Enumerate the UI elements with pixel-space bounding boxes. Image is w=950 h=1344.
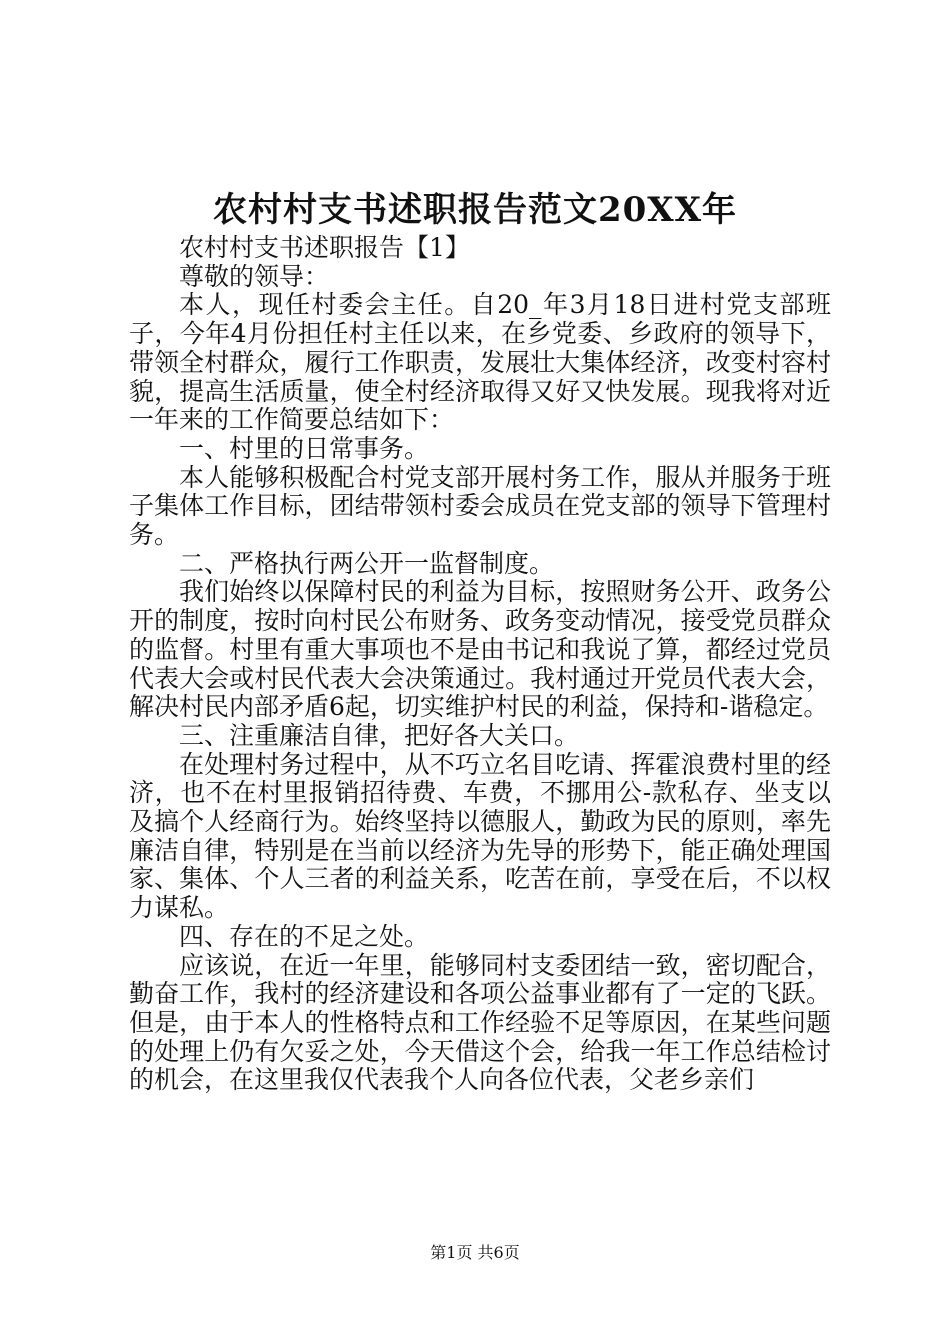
section-heading: 三、注重廉洁自律，把好各大关口。 [179, 720, 580, 750]
page-number-footer: 第1页 共6页 [430, 1243, 520, 1262]
document-title: 农村村支书述职报告范文20XX年 [212, 190, 738, 230]
section-heading: 二、严格执行两公开一监督制度。 [179, 548, 555, 578]
document-body [129, 234, 831, 1095]
section-heading: 一、村里的日常事务。 [179, 433, 430, 463]
section-paragraph: 我们始终以保障村民的利益为目标，按照财务公开、政务公开的制度，按时向村民公布财务、政务变动情况，接受党员群众的监督。村里有重大事项也不是由书记和我说了算，都经过党员代表大会或村民代表大会决策通过。我村通过开党员代表大会，解决村民内部矛盾6起，切实维护村民的利益，保持和-谐稳定。 [129, 577, 831, 722]
report-subtitle: 农村村支书述职报告【1】 [179, 233, 470, 262]
section-paragraph: 在处理村务过程中，从不巧立名目吃请、挥霍浪费村里的经济，也不在村里报销招待费、车费，不挪用公-款私存、坐支以及搞个人经商行为。始终坚持以德服人，勤政为民的原则，率先廉洁自律，特别是在当前以经济为先导的形势下，能正确处理国家、集体、个人三者的利益关系，吃苦在前，享受在后，不以权力谋私。 [129, 749, 831, 923]
section-heading: 四、存在的不足之处。 [179, 921, 430, 951]
intro-paragraph: 本人，现任村委会主任。自20_年3月18日进村党支部班子，今年4月份担任村主任以来，在乡党委、乡政府的领导下，带领全村群众，履行工作职责，发展壮大集体经济，改变村容村貌，提高生活质量，使全村经济取得又好又快发展。现我将对近一年来的工作简要总结如下： [129, 290, 831, 435]
section-paragraph: 应该说，在近一年里，能够同村支委团结一致，密切配合，勤奋工作，我村的经济建设和各项公益事业都有了一定的飞跃。但是，由于本人的性格特点和工作经验不足等原因，在某些问题的处理上仍有欠妥之处，今天借这个会，给我一年工作总结检讨的机会，在这里我仅代表我个人向各位代表，父老乡亲们 [129, 950, 831, 1095]
salutation: 尊敬的领导： [179, 261, 330, 291]
section-paragraph: 本人能够积极配合村党支部开展村务工作，服从并服务于班子集体工作目标，团结带领村委会成员在党支部的领导下管理村务。 [129, 462, 831, 550]
